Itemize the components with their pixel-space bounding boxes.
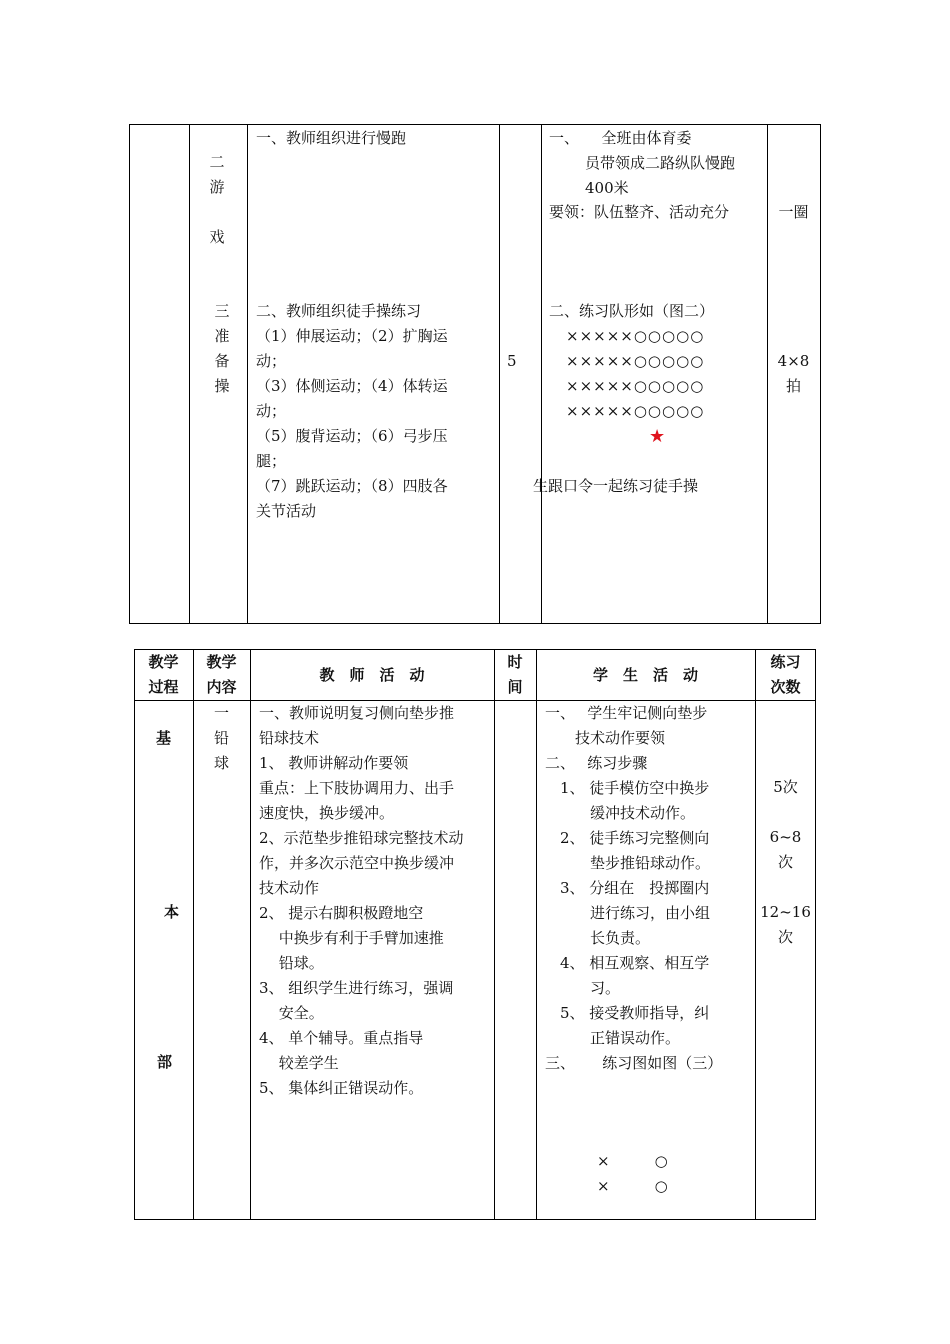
formation-row: ×××××○○○○○ (566, 352, 705, 370)
section-game-label: 二 游 戏 (209, 153, 225, 246)
process-char-2: 本 (164, 903, 180, 921)
formation-title: 二、练习队形如（图二） (549, 302, 715, 320)
student-jog-text: 一、 全班由体育委 员带领成二路纵队慢跑 400米 (549, 129, 736, 197)
header-teacher-activity: 教 师 活 动 (319, 666, 425, 684)
reps-calisthenics: 4×8 拍 (777, 352, 810, 395)
formation-row: ×××××○○○○○ (566, 327, 705, 345)
header-process: 教学 过程 (148, 653, 179, 696)
process-char-3: 部 (157, 1053, 173, 1071)
section-warmup-label: 三 准 备 操 (214, 302, 230, 395)
teacher-jog-text: 一、教师组织进行慢跑 (256, 129, 407, 147)
formation-row: ×××××○○○○○ (566, 402, 705, 420)
student-follow-text: 生跟口令一起练习徒手操 (533, 477, 699, 495)
time-value: 5 (507, 352, 517, 370)
formation-row: ×××××○○○○○ (566, 377, 705, 395)
teacher-star-icon: ★ (649, 426, 666, 447)
essentials-text: 要领：队伍整齐、活动充分 (549, 203, 730, 221)
header-time: 时 间 (507, 653, 523, 696)
content-shot-put: 一 铅 球 (213, 704, 229, 772)
reps-list: 5次 6~8 次 12~16 次 (760, 778, 811, 946)
header-content: 教学 内容 (206, 653, 237, 696)
header-student-activity: 学 生 活 动 (592, 666, 698, 684)
student-activity-text: 一、 学生牢记侧向垫步 技术动作要领 二、 练习步骤 1、 徒手模仿空中换步 缓冲技术动作。 2、 徒手练习完整侧向 垫步推铅球动作。 3、 分组在 投掷圈内 进行练习，由小组 长负责。 4、 相互观察、相互学 习。 5、 接受教师指导，纠 正错误动作。 三、 练习图如图（三） (545, 704, 723, 1072)
teacher-activity-text: 一、教师说明复习侧向垫步推 铅球技术 1、 教师讲解动作要领 重点：上下肢协调用力、出手 速度快，换步缓冲。 2、示范垫步推铅球完整技术动 作，并多次示范空中换步缓冲 技术动作 2、 提示右脚积极蹬地空 中换步有利于手臂加速推 铅球。 3、 组织学生进行练习，强调 安全。 4、 单个辅导。重点指导 较差学生 5、 集体纠正错误动作。 (259, 704, 464, 1097)
teacher-calisthenics-text: 二、教师组织徒手操练习 (256, 302, 422, 320)
formation-diagram (566, 324, 704, 424)
practice-diagram: × ○ × ○ (597, 1152, 668, 1195)
header-reps: 练习 次数 (770, 653, 801, 696)
process-char-1: 基 (156, 729, 172, 747)
reps-jog: 一圈 (778, 203, 809, 221)
exercise-list: （1）伸展运动；（2）扩胸运 动； （3）体侧运动；（4）体转运 动； （5）腹背运动；（6）弓步压 腿； （7）跳跃运动；（8）四肢各 关节活动 (256, 327, 448, 520)
